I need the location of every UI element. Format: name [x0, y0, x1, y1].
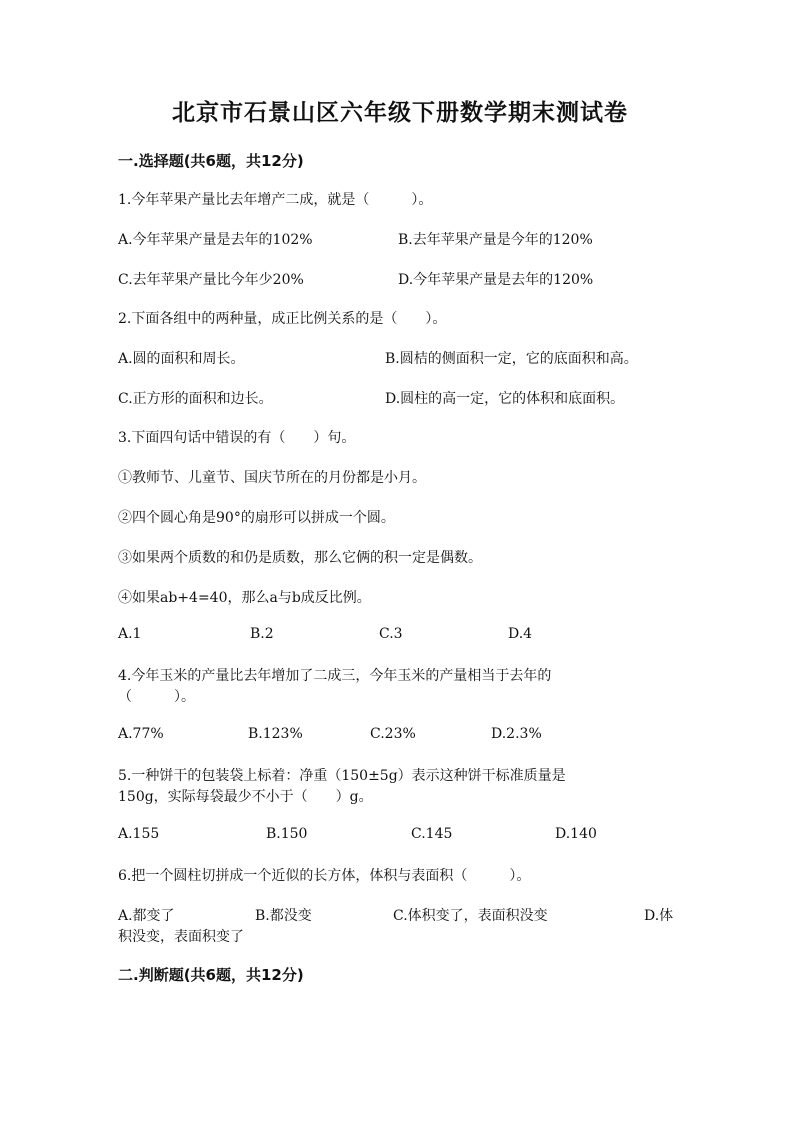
- question-5-stem-line-1: 5.一种饼干的包装袋上标着：净重（150±5g）表示这种饼干标准质量是: [118, 768, 566, 784]
- question-3-statement-4: ④如果ab+4=40，那么a与b成反比例。: [118, 590, 371, 606]
- question-6-stem: 6.把一个圆柱切拼成一个近似的长方体，体积与表面积（ ）。: [118, 868, 531, 884]
- question-4-stem-line-2: （ ）。: [118, 689, 195, 705]
- question-1-stem: 1.今年苹果产量比去年增产二成，就是（ ）。: [118, 192, 433, 208]
- question-5-option-a: A.155: [118, 826, 160, 842]
- question-6-option-c: C.体积变了，表面积没变: [393, 908, 548, 924]
- question-6-option-d: D.体: [644, 908, 674, 924]
- question-3-statement-1: ①教师节、儿童节、国庆节所在的月份都是小月。: [118, 470, 426, 486]
- question-3-statement-2: ②四个圆心角是90°的扇形可以拼成一个圆。: [118, 510, 395, 526]
- question-2-option-d: D.圆柱的高一定，它的体积和底面积。: [385, 391, 625, 407]
- section-heading-choice: 一.选择题(共6题，共12分): [118, 152, 304, 170]
- question-4-stem-line-1: 4.今年玉米的产量比去年增加了二成三，今年玉米的产量相当于去年的: [118, 668, 552, 684]
- question-1-option-a: A.今年苹果产量是去年的102%: [118, 232, 313, 248]
- question-6-option-b: B.都没变: [255, 908, 312, 924]
- question-2-option-a: A.圆的面积和周长。: [118, 351, 245, 367]
- question-3-option-b: B.2: [250, 626, 274, 642]
- question-2-option-c: C.正方形的面积和边长。: [118, 391, 273, 407]
- question-4-option-b: B.123%: [248, 726, 303, 742]
- question-5-stem-line-2: 150g，实际每袋最少不小于（ ）g。: [118, 789, 373, 805]
- question-2-stem: 2.下面各组中的两种量，成正比例关系的是（ ）。: [118, 311, 447, 327]
- question-6-option-a: A.都变了: [118, 908, 175, 924]
- question-4-option-a: A.77%: [118, 726, 164, 742]
- question-1-option-b: B.去年苹果产量是今年的120%: [398, 232, 593, 248]
- question-6-option-d-continued: 积没变，表面积变了: [118, 929, 244, 945]
- question-4-option-d: D.2.3%: [491, 726, 542, 742]
- section-heading-judgement: 二.判断题(共6题，共12分): [118, 966, 304, 984]
- question-1-option-d: D.今年苹果产量是去年的120%: [398, 272, 594, 288]
- question-3-option-c: C.3: [379, 626, 403, 642]
- question-5-option-c: C.145: [411, 826, 453, 842]
- question-3-option-a: A.1: [118, 626, 142, 642]
- page-title: 北京市石景山区六年级下册数学期末测试卷: [172, 99, 628, 126]
- question-2-option-b: B.圆桔的侧面积一定，它的底面积和高。: [385, 351, 638, 367]
- question-4-option-c: C.23%: [370, 726, 416, 742]
- question-1-option-c: C.去年苹果产量比今年少20%: [118, 272, 304, 288]
- question-5-option-d: D.140: [555, 826, 597, 842]
- question-3-stem: 3.下面四句话中错误的有（ ）句。: [118, 430, 356, 446]
- question-5-option-b: B.150: [266, 826, 308, 842]
- question-3-option-d: D.4: [508, 626, 533, 642]
- question-3-statement-3: ③如果两个质数的和仍是质数，那么它俩的积一定是偶数。: [118, 550, 482, 566]
